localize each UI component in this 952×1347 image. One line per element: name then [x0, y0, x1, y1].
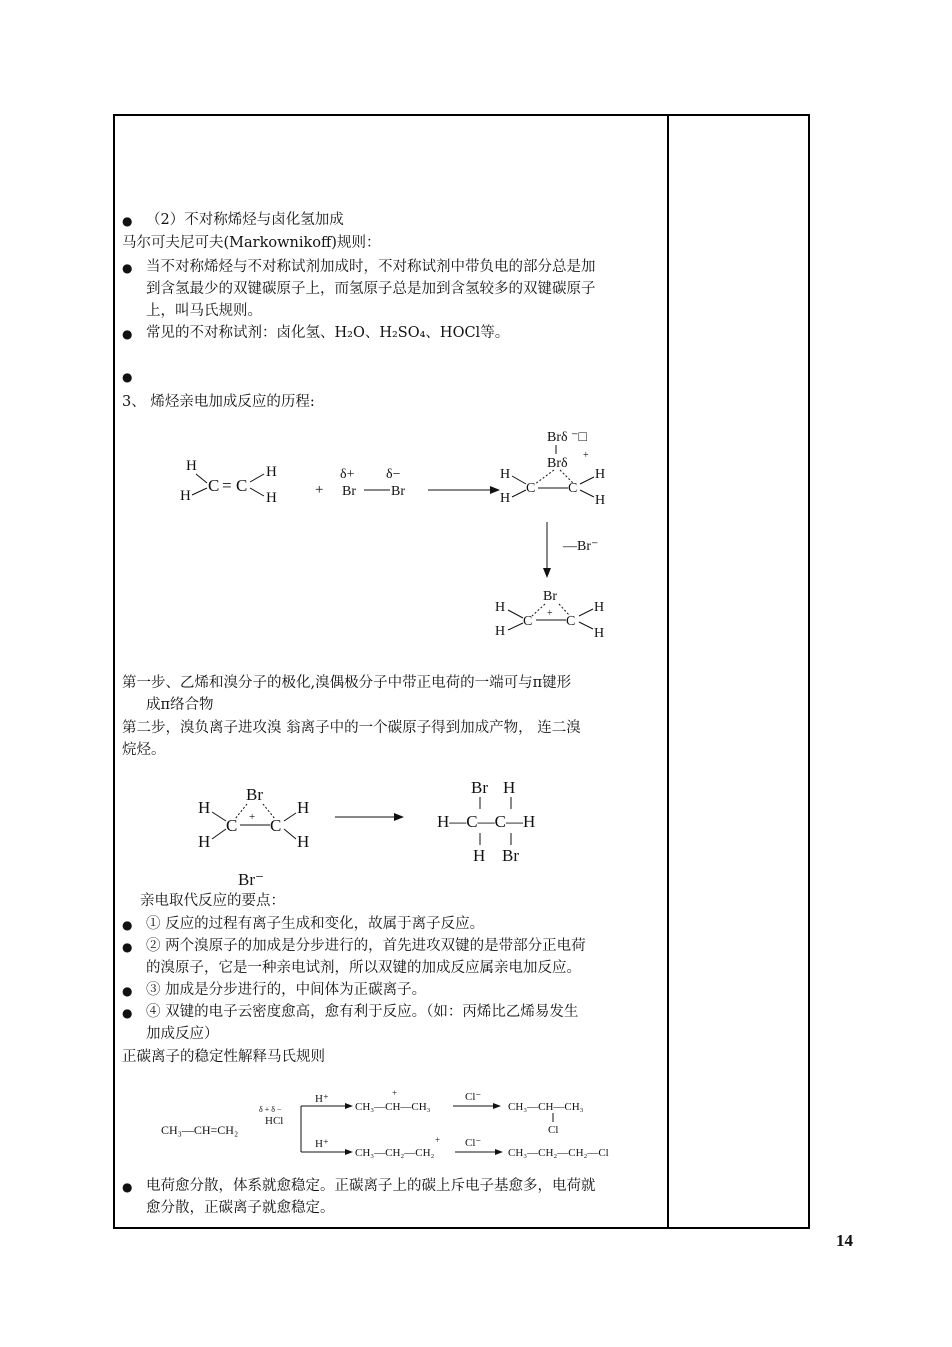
- rule-line: 上，叫马氏规则。: [146, 303, 262, 319]
- bullet: ●: [122, 1006, 133, 1020]
- atom-h: H: [266, 490, 277, 506]
- common-reagents: 常见的不对称试剂：卤化氢、H₂O、H₂SO₄、HOCl等。: [146, 325, 510, 341]
- bromide-ion: Br⁻: [238, 870, 264, 889]
- conclusion-line: 愈分散，正碳离子就愈稳定。: [146, 1200, 335, 1216]
- bullet: ●: [122, 918, 133, 932]
- reagent-hcl: HCl: [265, 1115, 284, 1127]
- atom-c: C: [270, 816, 282, 835]
- mechanism-scheme-2: [190, 775, 570, 895]
- atom-br: Br: [391, 484, 405, 499]
- upper-product-cl: Cl: [548, 1124, 559, 1136]
- bromonium-plus: +: [249, 811, 256, 823]
- br-delta-top: Brδ ⁻□: [547, 430, 587, 445]
- minus-br-label: —Br⁻: [563, 539, 599, 554]
- h-plus: H⁺: [315, 1093, 329, 1105]
- atom-h: H: [594, 600, 605, 615]
- h-plus: H⁺: [315, 1138, 329, 1150]
- double-bond: =: [222, 476, 232, 495]
- bullet: ●: [122, 1180, 133, 1194]
- plus-superscript: +: [583, 450, 589, 461]
- atom-h: H: [198, 832, 211, 851]
- cl-minus: Cl⁻: [465, 1137, 482, 1149]
- rule-line: 到含氢最少的双键碳原子上，而氢原子总是加到含氢较多的双键碳原子: [146, 281, 596, 297]
- atom-h: H: [500, 467, 511, 482]
- reagent-charges: δ + δ −: [259, 1105, 282, 1114]
- point-line: ① 反应的过程有离子生成和变化，故属于离子反应。: [146, 916, 485, 932]
- atom-br: Br: [502, 846, 519, 865]
- atom-h: H: [594, 626, 605, 641]
- bullet: ●: [122, 984, 133, 998]
- point-line: 的溴原子，它是一种亲电试剂，所以双键的加成反应属亲电加反应。: [146, 960, 581, 976]
- upper-product: CH₃—CH—CH₃: [508, 1101, 584, 1113]
- atom-h: H: [180, 488, 191, 504]
- rule-title: 马尔可夫尼可夫(Markownikoff)规则：: [122, 235, 381, 251]
- atom-h: H: [500, 491, 511, 506]
- lower-cation: CH₃—CH₂—CH₂: [355, 1147, 435, 1159]
- atom-h: H: [198, 798, 211, 817]
- atom-h: H: [595, 467, 606, 482]
- atom-c: C: [523, 614, 533, 629]
- bromonium-plus: +: [547, 608, 553, 619]
- plus-sign: +: [315, 482, 324, 498]
- atom-c: C: [566, 614, 576, 629]
- point-line: 加成反应）: [146, 1026, 219, 1042]
- point-line: ③ 加成是分步进行的，中间体为正碳离子。: [146, 982, 427, 998]
- atom-br: Br: [471, 778, 488, 797]
- lower-cation-plus: +: [435, 1135, 441, 1145]
- bullet: ●: [122, 327, 133, 341]
- conclusion-line: 电荷愈分散，体系就愈稳定。正碳离子上的碳上斥电子基愈多，电荷就: [146, 1178, 596, 1194]
- upper-cation: CH₃—CH—CH₃: [355, 1101, 431, 1113]
- upper-cation-plus: +: [392, 1088, 398, 1098]
- bullet: ●: [122, 370, 133, 384]
- step1-line: 成π络合物: [146, 697, 214, 713]
- atom-h: H: [297, 832, 310, 851]
- atom-c: C: [568, 481, 578, 496]
- atom-c: C: [208, 476, 220, 495]
- lower-product: CH₃—CH₂—CH₂—Cl: [508, 1147, 609, 1159]
- markovnikov-scheme: [155, 1080, 655, 1170]
- delta-plus: δ+: [340, 467, 355, 482]
- point-line: ② 两个溴原子的加成是分步进行的，首先进攻双键的是带部分正电荷: [146, 938, 586, 954]
- atom-c: C: [526, 481, 536, 496]
- carbocation-heading: 正碳离子的稳定性解释马氏规则: [122, 1049, 325, 1065]
- product-backbone: H—C—C—H: [437, 812, 536, 831]
- atom-br: Br: [543, 589, 557, 604]
- step1-line: 第一步、乙烯和溴分子的极化,溴偶极分子中带正电荷的一端可与π键形: [122, 675, 572, 691]
- mechanism-heading: 3、 烯烃亲电加成反应的历程:: [122, 394, 315, 410]
- point-line: ④ 双键的电子云密度愈高，愈有利于反应。（如：丙烯比乙烯易发生: [146, 1004, 579, 1020]
- atom-h: H: [297, 798, 310, 817]
- br-delta-mid: Brδ: [547, 456, 568, 471]
- points-title: 亲电取代反应的要点：: [140, 893, 285, 909]
- bullet: ●: [122, 214, 133, 228]
- step2-line: 烷烃。: [122, 742, 166, 758]
- atom-h: H: [473, 846, 486, 865]
- bullet: ●: [122, 940, 133, 954]
- atom-br: Br: [342, 484, 356, 499]
- page-number: 14: [836, 1231, 853, 1250]
- atom-br: Br: [246, 785, 263, 804]
- reactant-propene: CH₃—CH=CH₂: [161, 1123, 239, 1137]
- atom-c: C: [226, 816, 238, 835]
- mechanism-scheme-1: [170, 420, 630, 650]
- step2-line: 第二步，溴负离子进攻溴 翁离子中的一个碳原子得到加成产物， 连二溴: [122, 720, 581, 736]
- atom-h: H: [186, 458, 197, 474]
- atom-h: H: [495, 624, 506, 639]
- bullet: ●: [122, 261, 133, 275]
- atom-h: H: [266, 464, 277, 480]
- atom-c: C: [236, 476, 248, 495]
- delta-minus: δ−: [386, 467, 401, 482]
- cl-minus: Cl⁻: [465, 1091, 482, 1103]
- section-heading: （2）不对称烯烃与卤化氢加成: [146, 212, 344, 228]
- rule-line: 当不对称烯烃与不对称试剂加成时，不对称试剂中带负电的部分总是加: [146, 259, 596, 275]
- atom-h: H: [503, 778, 516, 797]
- atom-h: H: [595, 493, 606, 508]
- atom-h: H: [495, 600, 506, 615]
